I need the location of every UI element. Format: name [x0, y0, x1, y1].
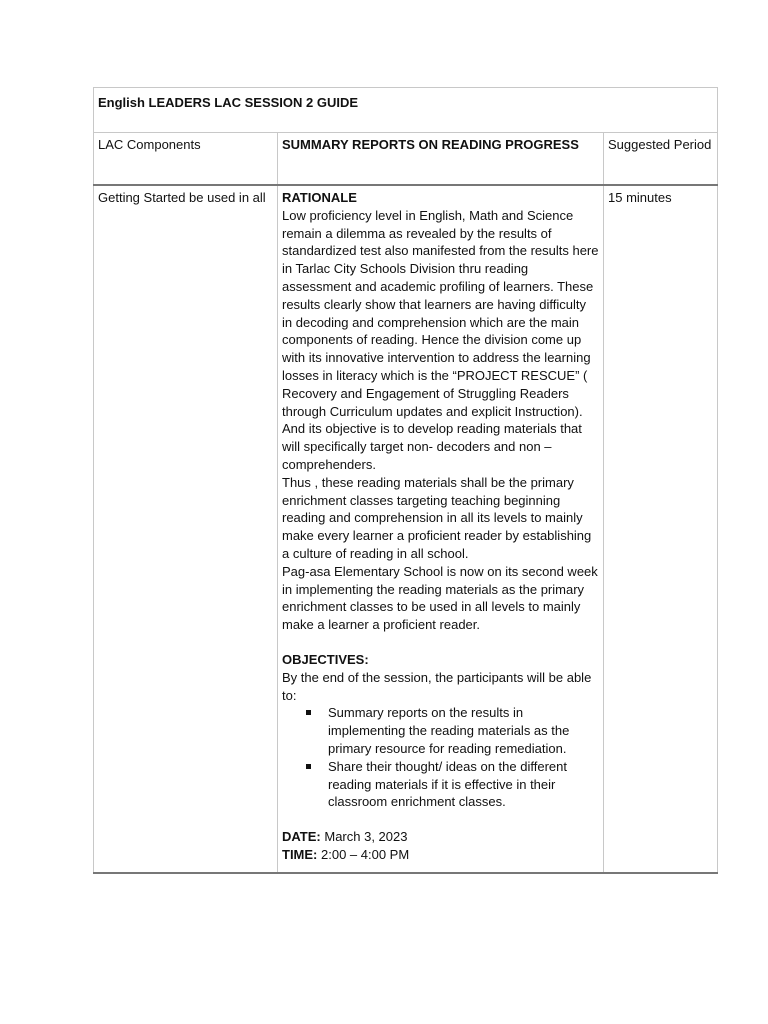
objectives-list: [282, 704, 599, 811]
header-row: [94, 133, 718, 186]
title-row: [94, 88, 718, 133]
objective-item: Share their thought/ ideas on the different reading materials if it is effective in their classroom enrichment classes.: [328, 758, 599, 811]
getting-started-row: [94, 185, 718, 873]
lac-session-guide-table: [93, 87, 718, 874]
objectives-heading: OBJECTIVES:: [282, 651, 369, 667]
header-suggested-period: Suggested Period: [604, 133, 718, 186]
date-line: [282, 828, 599, 846]
time-label: TIME:: [282, 846, 318, 862]
content-cell: [278, 185, 604, 873]
rationale-paragraph-3: Pag-asa Elementary School is now on its second week in implementing the reading materials as the primary enrichment classes to be used in all levels to mainly make a learner a proficient reader.: [282, 563, 598, 633]
objectives-intro: By the end of the session, the participants will be able to:: [282, 669, 592, 703]
date-value: March 3, 2023: [320, 829, 408, 845]
period-cell: 15 minutes: [604, 185, 718, 873]
header-summary-reports: SUMMARY REPORTS ON READING PROGRESS: [278, 133, 604, 186]
document-title: English LEADERS LAC SESSION 2 GUIDE: [94, 88, 718, 133]
date-label: DATE:: [282, 829, 321, 845]
component-cell: Getting Started be used in all: [94, 185, 278, 873]
rationale-heading: RATIONALE: [282, 190, 357, 205]
time-value: 2:00 – 4:00 PM: [317, 846, 410, 862]
rationale-paragraph-2: Thus , these reading materials shall be the primary enrichment classes targeting teaching beginning reading and comprehension in all its levels to mainly make every learner a proficient reader by establishing a culture of reading in all school.: [282, 474, 592, 561]
rationale-paragraph-1: Low proficiency level in English, Math and Science remain a dilemma as revealed by the results of standardized test also manifested from the results here in Tarlac City Schools Division thru reading assessment and academic profiling of learners. These results clearly show that learners are having difficulty in decoding and comprehension which are the main components of reading. Hence the division come up with its innovative intervention to address the learning losses in literacy which is the “PROJECT RESCUE” ( Recovery and Engagement of Struggling Readers through Curriculum updates and explicit Instruction). And its objective is to develop reading materials that will specifically target non- decoders and non – comprehenders.: [282, 207, 599, 472]
time-line: [282, 846, 599, 864]
objective-item: Summary reports on the results in implementing the reading materials as the primary resource for reading remediation.: [328, 704, 599, 757]
spacer: [282, 634, 599, 651]
header-lac-components: LAC Components: [94, 133, 278, 186]
spacer: [282, 811, 599, 828]
